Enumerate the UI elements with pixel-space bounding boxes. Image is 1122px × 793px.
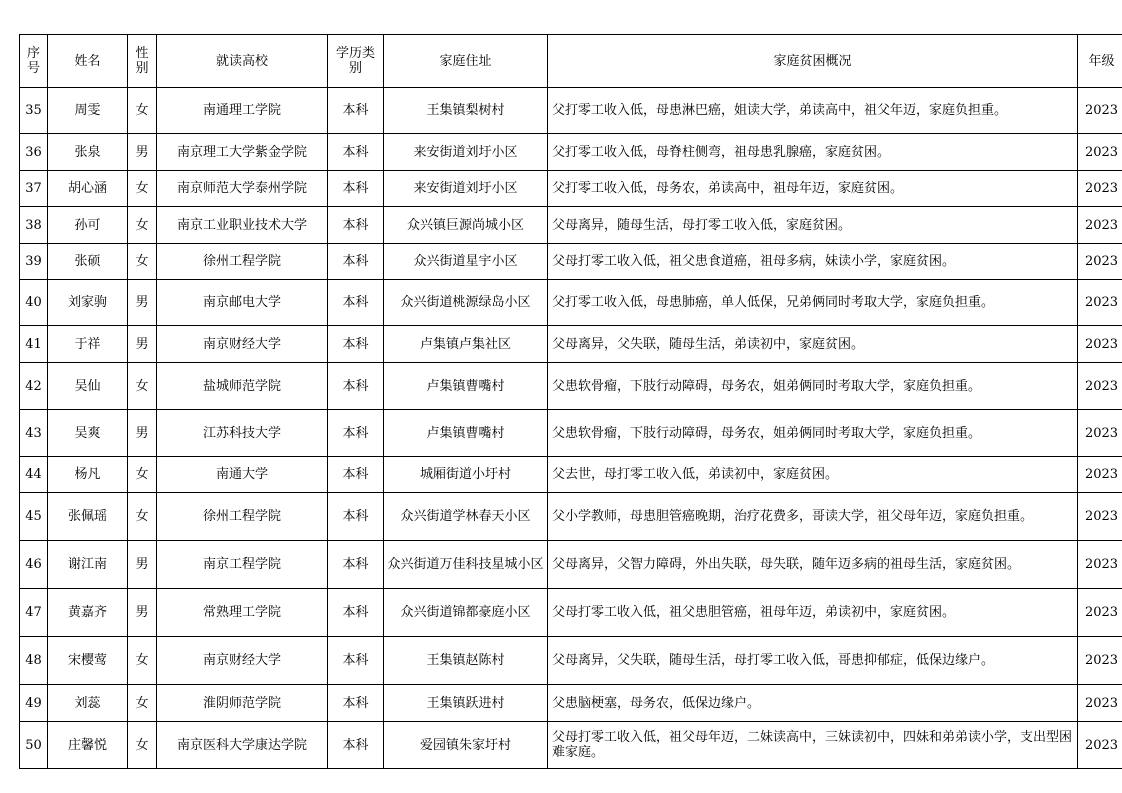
cell-seq: 47 [20,589,48,637]
cell-address: 众兴镇巨源尚城小区 [384,207,548,244]
cell-degree: 本科 [328,637,384,685]
cell-grade: 2023 [1078,637,1122,685]
cell-degree: 本科 [328,589,384,637]
cell-seq: 48 [20,637,48,685]
cell-situation: 父母离异，父智力障碍，外出失联，母失联，随年迈多病的祖母生活，家庭贫困。 [548,541,1078,589]
cell-gender: 女 [128,722,157,769]
cell-gender: 女 [128,637,157,685]
cell-situation: 父母离异，随母生活，母打零工收入低，家庭贫困。 [548,207,1078,244]
cell-gender: 女 [128,171,157,207]
cell-gender: 女 [128,363,157,410]
cell-grade: 2023 [1078,207,1122,244]
header-row [20,35,1122,88]
cell-address: 卢集镇曹嘴村 [384,410,548,457]
cell-name: 吴仙 [48,363,128,410]
table-row [20,541,1122,589]
cell-situation: 父小学教师，母患胆管癌晚期，治疗花费多，哥读大学，祖父母年迈，家庭负担重。 [548,493,1078,541]
cell-name: 吴爽 [48,410,128,457]
cell-name: 刘家驹 [48,280,128,326]
cell-seq: 44 [20,457,48,493]
cell-address: 王集镇跃进村 [384,685,548,722]
table-row [20,326,1122,363]
cell-school: 南京医科大学康达学院 [157,722,328,769]
cell-gender: 男 [128,280,157,326]
cell-school: 淮阴师范学院 [157,685,328,722]
cell-school: 南京邮电大学 [157,280,328,326]
cell-degree: 本科 [328,685,384,722]
table-row [20,134,1122,171]
table-row [20,207,1122,244]
header-address: 家庭住址 [384,35,548,88]
cell-gender: 女 [128,493,157,541]
table-row [20,685,1122,722]
cell-situation: 父母打零工收入低，祖父母年迈，二妹读高中，三妹读初中，四妹和弟弟读小学，支出型困难家庭。 [548,722,1078,769]
cell-gender: 男 [128,541,157,589]
cell-address: 众兴街道星宇小区 [384,244,548,280]
cell-gender: 女 [128,457,157,493]
cell-degree: 本科 [328,244,384,280]
cell-address: 众兴街道桃源绿岛小区 [384,280,548,326]
cell-degree: 本科 [328,326,384,363]
cell-school: 盐城师范学院 [157,363,328,410]
cell-situation: 父患软骨瘤，下肢行动障碍，母务农，姐弟俩同时考取大学，家庭负担重。 [548,410,1078,457]
table-row [20,637,1122,685]
cell-gender: 男 [128,410,157,457]
cell-grade: 2023 [1078,685,1122,722]
cell-grade: 2023 [1078,493,1122,541]
table-body [20,88,1122,769]
cell-name: 谢江南 [48,541,128,589]
cell-degree: 本科 [328,457,384,493]
table-row [20,493,1122,541]
header-grade: 年级 [1078,35,1122,88]
cell-situation: 父打零工收入低，母务农，弟读高中，祖母年迈，家庭贫困。 [548,171,1078,207]
header-name: 姓名 [48,35,128,88]
cell-name: 刘蕊 [48,685,128,722]
cell-grade: 2023 [1078,134,1122,171]
cell-name: 张泉 [48,134,128,171]
cell-degree: 本科 [328,363,384,410]
cell-address: 来安街道刘圩小区 [384,171,548,207]
cell-seq: 42 [20,363,48,410]
cell-situation: 父母离异，父失联，随母生活，母打零工收入低，哥患抑郁症，低保边缘户。 [548,637,1078,685]
cell-address: 王集镇赵陈村 [384,637,548,685]
cell-grade: 2023 [1078,589,1122,637]
cell-name: 张佩瑶 [48,493,128,541]
header-situation: 家庭贫困概况 [548,35,1078,88]
cell-grade: 2023 [1078,541,1122,589]
cell-situation: 父打零工收入低，母患淋巴癌，姐读大学，弟读高中，祖父年迈，家庭负担重。 [548,88,1078,134]
table-row [20,171,1122,207]
header-degree: 学历类别 [328,35,384,88]
cell-seq: 38 [20,207,48,244]
cell-school: 南京工程学院 [157,541,328,589]
cell-seq: 45 [20,493,48,541]
cell-school: 南京理工大学紫金学院 [157,134,328,171]
cell-address: 众兴街道学林春天小区 [384,493,548,541]
table-row [20,722,1122,769]
table-row [20,363,1122,410]
cell-grade: 2023 [1078,457,1122,493]
cell-name: 周雯 [48,88,128,134]
cell-degree: 本科 [328,493,384,541]
cell-degree: 本科 [328,134,384,171]
cell-school: 南京财经大学 [157,637,328,685]
cell-gender: 男 [128,134,157,171]
cell-situation: 父母打零工收入低，祖父患食道癌，祖母多病，妹读小学，家庭贫困。 [548,244,1078,280]
cell-name: 庄馨悦 [48,722,128,769]
cell-degree: 本科 [328,280,384,326]
cell-gender: 女 [128,88,157,134]
cell-degree: 本科 [328,171,384,207]
table-row [20,244,1122,280]
cell-seq: 46 [20,541,48,589]
cell-address: 来安街道刘圩小区 [384,134,548,171]
header-school: 就读高校 [157,35,328,88]
cell-address: 卢集镇卢集社区 [384,326,548,363]
cell-name: 黄嘉齐 [48,589,128,637]
cell-degree: 本科 [328,88,384,134]
cell-address: 众兴街道万佳科技星城小区 [384,541,548,589]
cell-grade: 2023 [1078,363,1122,410]
cell-school: 南京财经大学 [157,326,328,363]
cell-seq: 39 [20,244,48,280]
cell-degree: 本科 [328,410,384,457]
cell-seq: 41 [20,326,48,363]
cell-school: 南京师范大学泰州学院 [157,171,328,207]
cell-seq: 43 [20,410,48,457]
cell-seq: 40 [20,280,48,326]
cell-address: 众兴街道锦都豪庭小区 [384,589,548,637]
cell-situation: 父患软骨瘤，下肢行动障碍，母务农，姐弟俩同时考取大学，家庭负担重。 [548,363,1078,410]
cell-gender: 女 [128,244,157,280]
cell-gender: 男 [128,326,157,363]
cell-grade: 2023 [1078,244,1122,280]
cell-situation: 父患脑梗塞，母务农，低保边缘户。 [548,685,1078,722]
header-seq: 序号 [20,35,48,88]
cell-grade: 2023 [1078,410,1122,457]
cell-seq: 35 [20,88,48,134]
table-row [20,280,1122,326]
cell-name: 胡心涵 [48,171,128,207]
cell-name: 于祥 [48,326,128,363]
cell-school: 徐州工程学院 [157,244,328,280]
cell-gender: 女 [128,207,157,244]
header-gender: 性别 [128,35,157,88]
table-row [20,589,1122,637]
cell-situation: 父母打零工收入低，祖父患胆管癌，祖母年迈，弟读初中，家庭贫困。 [548,589,1078,637]
cell-grade: 2023 [1078,280,1122,326]
cell-name: 杨凡 [48,457,128,493]
cell-name: 孙可 [48,207,128,244]
cell-degree: 本科 [328,722,384,769]
cell-school: 江苏科技大学 [157,410,328,457]
cell-school: 徐州工程学院 [157,493,328,541]
cell-name: 宋樱莺 [48,637,128,685]
cell-school: 南通大学 [157,457,328,493]
cell-school: 常熟理工学院 [157,589,328,637]
cell-situation: 父去世，母打零工收入低，弟读初中，家庭贫困。 [548,457,1078,493]
cell-grade: 2023 [1078,88,1122,134]
cell-gender: 男 [128,589,157,637]
cell-situation: 父打零工收入低，母脊柱侧弯，祖母患乳腺癌，家庭贫困。 [548,134,1078,171]
table-row [20,410,1122,457]
cell-seq: 50 [20,722,48,769]
cell-seq: 36 [20,134,48,171]
cell-address: 卢集镇曹嘴村 [384,363,548,410]
cell-school: 南京工业职业技术大学 [157,207,328,244]
cell-seq: 49 [20,685,48,722]
table-row [20,457,1122,493]
cell-situation: 父母离异，父失联，随母生活，弟读初中，家庭贫困。 [548,326,1078,363]
cell-grade: 2023 [1078,326,1122,363]
cell-situation: 父打零工收入低，母患肺癌，单人低保，兄弟俩同时考取大学，家庭负担重。 [548,280,1078,326]
cell-degree: 本科 [328,207,384,244]
cell-gender: 女 [128,685,157,722]
cell-grade: 2023 [1078,171,1122,207]
table-row [20,88,1122,134]
cell-grade: 2023 [1078,722,1122,769]
cell-seq: 37 [20,171,48,207]
cell-address: 城厢街道小圩村 [384,457,548,493]
cell-address: 王集镇梨树村 [384,88,548,134]
cell-address: 爱园镇朱家圩村 [384,722,548,769]
student-aid-table [19,34,1122,769]
cell-degree: 本科 [328,541,384,589]
cell-name: 张硕 [48,244,128,280]
cell-school: 南通理工学院 [157,88,328,134]
